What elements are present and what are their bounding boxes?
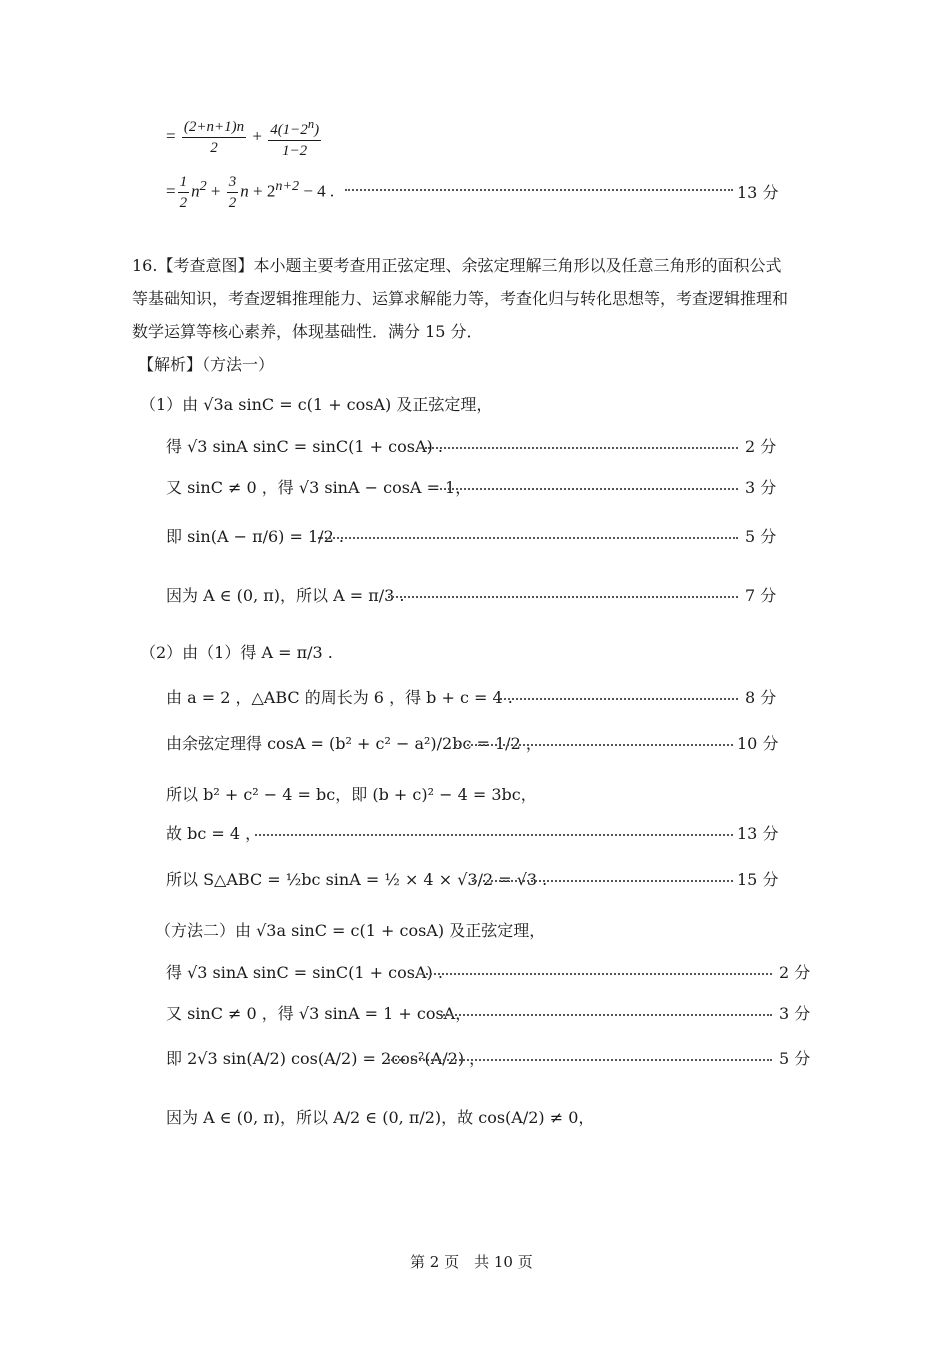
step2: 又 sinC ≠ 0 ，得 √3 sinA − cosA = 1， [166, 478, 472, 497]
dot-leader [255, 834, 733, 836]
score-label: 8 分 [745, 688, 777, 707]
q16-intro-line1: 16.【考查意图】本小题主要考查用正弦定理、余弦定理解三角形以及任意三角形的面积公式 [132, 256, 782, 275]
method2-step4: 因为 A ∈ (0, π)，所以 A/2 ∈ (0, π/2)，故 cos(A/2) ≠ 0， [166, 1108, 595, 1127]
method2-step1: 得 √3 sinA sinC = sinC(1 + cosA) . [166, 963, 443, 982]
step4: 因为 A ∈ (0, π)，所以 A = π/3 . [166, 586, 405, 605]
step7: 所以 b² + c² − 4 = bc，即 (b + c)² − 4 = 3bc， [166, 785, 537, 804]
step1: 得 √3 sinA sinC = sinC(1 + cosA) . [166, 437, 443, 456]
score-label: 2 分 [745, 437, 777, 456]
step6: 由余弦定理得 cosA = (b² + c² − a²)/2bc = 1/2 ， [166, 734, 542, 753]
score-label: 2 分 [779, 963, 811, 982]
dot-leader [440, 1014, 772, 1016]
score-label: 15 分 [737, 870, 779, 889]
q16-intro-line2: 等基础知识，考查逻辑推理能力、运算求解能力等，考查化归与转化思想等，考查逻辑推理和 [132, 289, 789, 308]
score-label: 13 分 [737, 183, 779, 202]
dot-leader [388, 1059, 772, 1061]
score-label: 10 分 [737, 734, 779, 753]
q16-intro-line3: 数学运算等核心素养，体现基础性．满分 15 分． [132, 322, 483, 341]
page-footer: 第 2 页 共 10 页 [410, 1253, 533, 1271]
dot-leader [422, 973, 772, 975]
dot-leader [318, 537, 738, 539]
score-label: 7 分 [745, 586, 777, 605]
part1-statement: （1）由 √3a sinC = c(1 + cosA) 及正弦定理， [140, 395, 493, 414]
dot-leader [425, 447, 738, 449]
dot-leader [472, 880, 733, 882]
step9: 所以 S△ABC = ½bc sinA = ½ × 4 × √3/2 = √3 . [166, 870, 548, 889]
score-label: 3 分 [745, 478, 777, 497]
method2-statement: （方法二）由 √3a sinC = c(1 + cosA) 及正弦定理， [155, 921, 546, 940]
step5: 由 a = 2 ，△ABC 的周长为 6 ，得 b + c = 4 . [166, 688, 513, 707]
step8: 故 bc = 4 ， [166, 824, 262, 843]
top-equation-line2: = $\frac{1}{2}$ $n^2$ + $\frac{3}{2}$ $n + 2^{n+2} - 4$ . [166, 174, 335, 211]
method2-step3: 即 2√3 sin(A/2) cos(A/2) = 2cos²(A/2) ， [166, 1049, 486, 1068]
dot-leader [500, 698, 738, 700]
part2-statement: （2）由（1）得 A = π/3 . [140, 643, 333, 662]
step3: 即 sin(A − π/6) = 1/2 . [166, 527, 344, 546]
dot-leader [440, 488, 738, 490]
method2-step2: 又 sinC ≠ 0 ，得 √3 sinA = 1 + cosA， [166, 1004, 472, 1023]
dot-leader [455, 744, 733, 746]
dot-leader [388, 596, 738, 598]
score-label: 3 分 [779, 1004, 811, 1023]
score-label: 5 分 [745, 527, 777, 546]
analysis-heading: 【解析】（方法一） [138, 355, 275, 374]
score-label: 5 分 [779, 1049, 811, 1068]
score-label: 13 分 [737, 824, 779, 843]
dot-leader [345, 189, 733, 191]
top-equation-line1: = $\frac{(2+n+1)n}{2}$ + $\frac{4(1-2^n)}{1-2}$ [166, 114, 323, 161]
